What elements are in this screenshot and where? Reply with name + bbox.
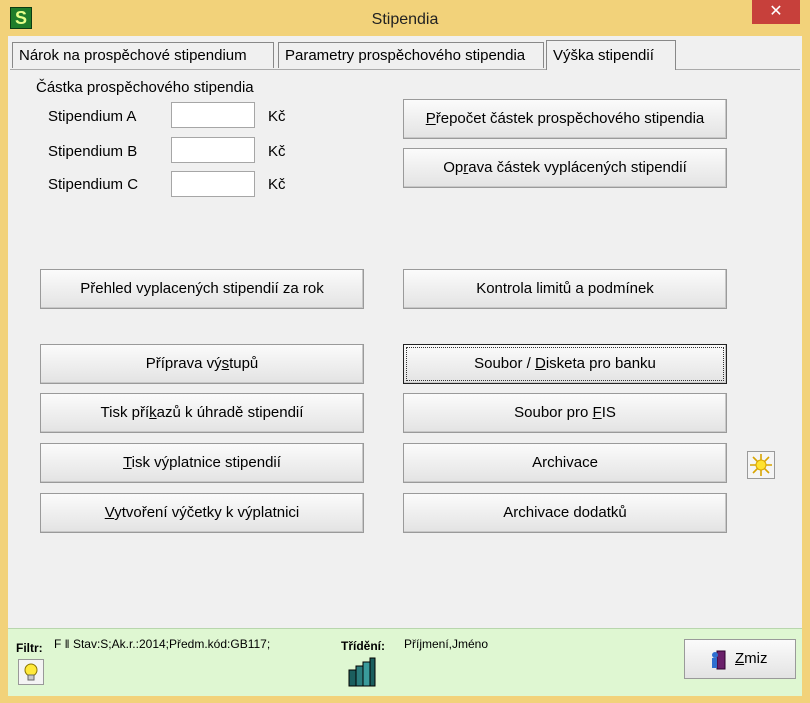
filtr-value: F ‖ Stav:S;Ak.r.:2014;Předm.kód:GB117; [54,637,271,651]
priprava-vystupu-button[interactable]: Příprava výstupů [40,344,364,384]
stipendium-b-label: Stipendium B [48,143,138,160]
amounts-heading: Částka prospěchového stipendia [36,79,254,96]
soubor-fis-button[interactable]: Soubor pro FIS [403,393,727,433]
stipendium-b-unit: Kč [268,143,286,160]
title-bar[interactable] [0,0,810,36]
stipendium-b-input[interactable] [171,137,255,163]
tisk-prikazu-button[interactable]: Tisk příkazů k úhradě stipendií [40,393,364,433]
zmiz-label: Zmiz [735,650,768,667]
prehled-button[interactable]: Přehled vyplacených stipendií za rok [40,269,364,309]
tab-panel-vyska [10,69,800,629]
trideni-label: Třídění: [341,639,385,653]
archivace-dodatku-button[interactable]: Archivace dodatků [403,493,727,533]
exit-person-icon [709,649,729,671]
stipendium-c-input[interactable] [171,171,255,197]
client-area [8,36,802,695]
sun-icon [748,452,774,478]
lightbulb-icon [19,660,43,684]
sort-blocks-icon [346,657,376,687]
tab-narok[interactable]: Nárok na prospěchové stipendium [12,42,274,68]
trideni-value: Příjmení,Jméno [404,637,489,651]
prepocet-button[interactable]: Přepočet částek prospěchového stipendia [403,99,727,139]
filter-bulb-button[interactable] [18,659,44,685]
vytvoreni-vycetky-button[interactable]: Vytvoření výčetky k výplatnici [40,493,364,533]
soubor-disketa-button[interactable]: Soubor / Disketa pro banku [403,344,727,384]
close-button[interactable]: ✕ [752,0,800,24]
zmiz-button[interactable] [684,639,796,679]
tab-parametry[interactable]: Parametry prospěchového stipendia [278,42,544,68]
tisk-vyplatnice-button[interactable]: Tisk výplatnice stipendií [40,443,364,483]
sort-button[interactable] [346,657,376,687]
oprava-button[interactable]: Oprava částek vyplácených stipendií [403,148,727,188]
stipendium-c-unit: Kč [268,176,286,193]
window-title: Stipendia [371,11,439,28]
status-bar [8,628,802,696]
app-s-icon[interactable]: S [10,7,32,29]
stipendium-a-input[interactable] [171,102,255,128]
filtr-label: Filtr: [16,641,43,655]
stipendium-a-unit: Kč [268,108,286,125]
archivace-button[interactable]: Archivace [403,443,727,483]
sun-button[interactable] [747,451,775,479]
stipendium-c-label: Stipendium C [48,176,139,193]
kontrola-button[interactable]: Kontrola limitů a podmínek [403,269,727,309]
tab-vyska-stipendii[interactable]: Výška stipendií [546,40,676,70]
stipendium-a-label: Stipendium A [48,108,137,125]
